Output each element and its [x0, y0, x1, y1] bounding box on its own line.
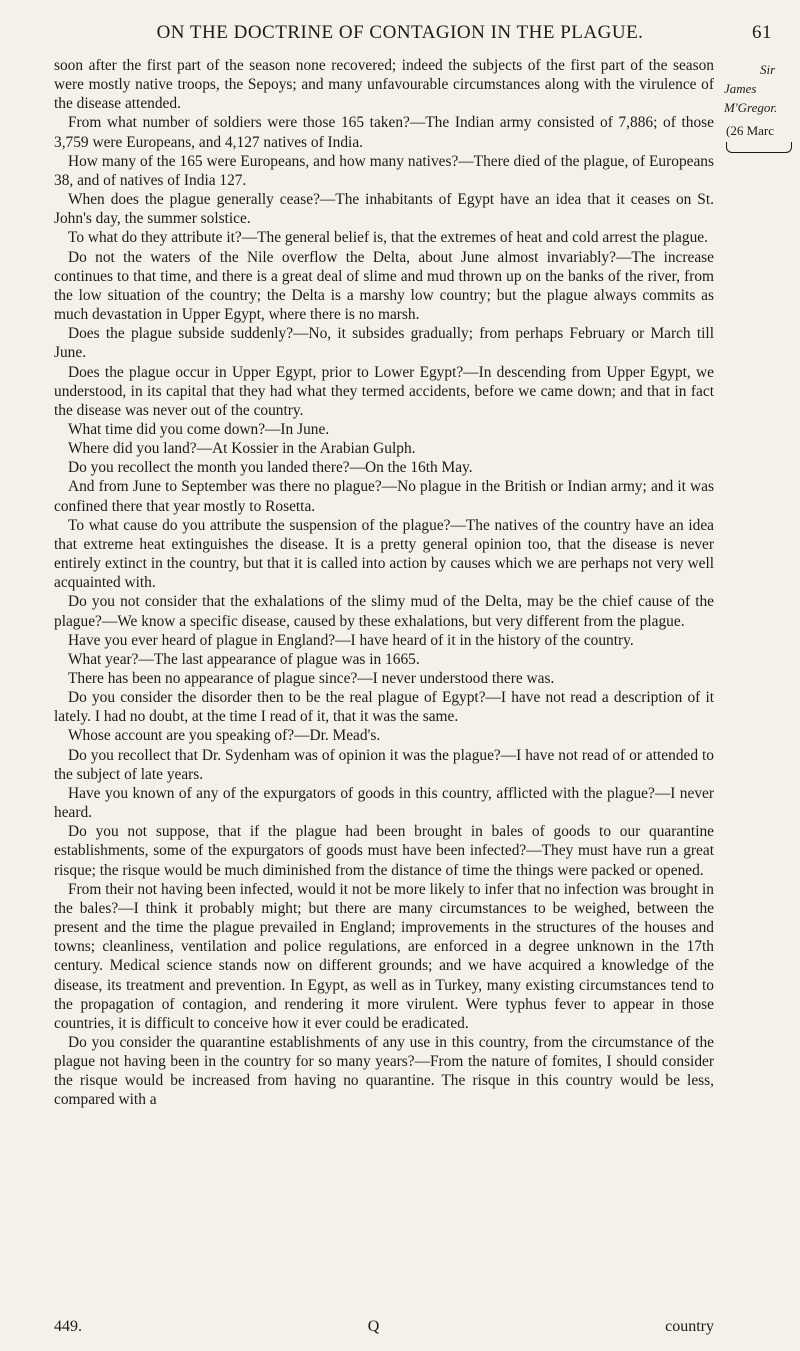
paragraph: From what number of soldiers were those 165 taken?—The Indian army consisted of 7,886; of those 3,759 were Europeans, and 4,127 natives of India. — [54, 114, 714, 151]
paragraph: Do you recollect that Dr. Sydenham was of opinion it was the plague?—I have not read of or attended to the subject of late years. — [54, 746, 714, 783]
running-header — [0, 22, 800, 44]
paragraph: Whose account are you speaking of?—Dr. Mead's. — [68, 727, 381, 745]
paragraph: And from June to September was there no plague?—No plague in the British or Indian army; and it was confined there that year mostly to Rosetta. — [54, 478, 714, 515]
margin-brace — [726, 142, 792, 153]
paragraph: From their not having been infected, would it not be more likely to infer that no infection was brought in the bales?—I think it probably might; but there are many circumstances to be weighed, between the present and the time the plague prevailed in England; improvements in the structures of the houses and towns; cleanliness, ventilation and police regulations, are enforced in a degree unknown in the 17th century. Medical science stands now on different grounds; and we have acquired a knowledge of the disease, its treatment and prevention. In Egypt, as well as in Turkey, many existing circumstances tend to the propagation of contagion, and rendering it more virulent. Were typhus fever to appear in those countries, it is difficult to conceive how it ever could be eradicated. — [54, 880, 714, 1032]
paragraph: To what do they attribute it?—The general belief is, that the extremes of heat and cold arrest the plague. — [68, 229, 708, 247]
page-number: 61 — [752, 22, 772, 43]
paragraph: Have you known of any of the expurgators of goods in this country, afflicted with the plague?—I never heard. — [54, 784, 714, 822]
footer-catchword: country — [665, 1318, 714, 1335]
paragraph: Do you consider the disorder then to be the real plague of Egypt?—I have not read a description of it lately. I had no doubt, at the time I read of it, that it was the same. — [54, 689, 714, 726]
paragraph: Do you consider the quarantine establishments of any use in this country, from the circumstance of the plague not having been in the country for so many years?—From the nature of fomites, I should consider the risque would be increased from having no quarantine. The risque in this country would be less, compared with a — [54, 1033, 714, 1109]
paragraph: Have you ever heard of plague in England?—I have heard of it in the history of the country. — [68, 631, 634, 649]
paragraph: Does the plague subside suddenly?—No, it subsides gradually; from perhaps February or March till June. — [54, 325, 714, 362]
paragraph: Where did you land?—At Kossier in the Arabian Gulph. — [68, 440, 416, 458]
margin-sir: Sir — [760, 62, 776, 77]
margin-witness-name: James M'Gregor. — [724, 81, 778, 115]
paragraph: Do you not consider that the exhalations of the slimy mud of the Delta, may be the chief cause of the plague?—We know a specific disease, caused by these exhalations, but very different from the plague. — [54, 593, 714, 630]
paragraph: What year?—The last appearance of plague was in 1665. — [68, 650, 420, 668]
page-footer — [54, 1318, 714, 1336]
footer-signature: Q — [367, 1318, 380, 1335]
paragraph: There has been no appearance of plague since?—I never understood there was. — [68, 670, 555, 687]
paragraph: How many of the 165 were Europeans, and how many natives?—There died of the plague, of Europeans 38, and of natives of India 127. — [54, 152, 714, 189]
body-text — [54, 56, 714, 1110]
paragraph: Does the plague occur in Upper Egypt, prior to Lower Egypt?—In descending from Upper Egypt, we understood, in its capital that they had what they termed accidents, before we came down; and that in fact the disease was never out of the country. — [54, 363, 714, 419]
marginal-note — [724, 60, 800, 153]
paragraph: soon after the first part of the season none recovered; indeed the subjects of the first part of the season were mostly native troops, the Sepoys; and many unfavourable circumstances along with the virulence of the disease attended. — [54, 57, 714, 113]
margin-date: (26 Marc — [726, 123, 775, 138]
header-title: ON THE DOCTRINE OF CONTAGION IN THE PLAGUE. — [156, 22, 644, 43]
paragraph: Do you not suppose, that if the plague had been brought in bales of goods to our quarantine establishments, some of the expurgators of goods must have been infected?—They must have run a great risque; the risque would be much diminished from the distance of time the things were packed or opened. — [54, 823, 714, 879]
footer-number: 449. — [54, 1318, 82, 1335]
paragraph: Do you recollect the month you landed there?—On the 16th May. — [68, 459, 473, 477]
paragraph: What time did you come down?—In June. — [68, 420, 330, 438]
paragraph: Do not the waters of the Nile overflow the Delta, about June almost invariably?—The increase continues to that time, and there is a great deal of slime and mud thrown up on the banks of the river, from the low situation of the country; the Delta is a marshy low country; but the plague always commits as much devastation in Upper Egypt, where there is no marsh. — [54, 248, 714, 324]
paragraph: To what cause do you attribute the suspension of the plague?—The natives of the country have an idea that extreme heat extinguishes the disease. It is a pretty general opinion too, that the disease is never entirely extinct in the country, but that it is called into action by causes which we are perhaps not very well acquainted with. — [54, 516, 714, 592]
paragraph: When does the plague generally cease?—The inhabitants of Egypt have an idea that it ceases on St. John's day, the summer solstice. — [54, 191, 714, 228]
